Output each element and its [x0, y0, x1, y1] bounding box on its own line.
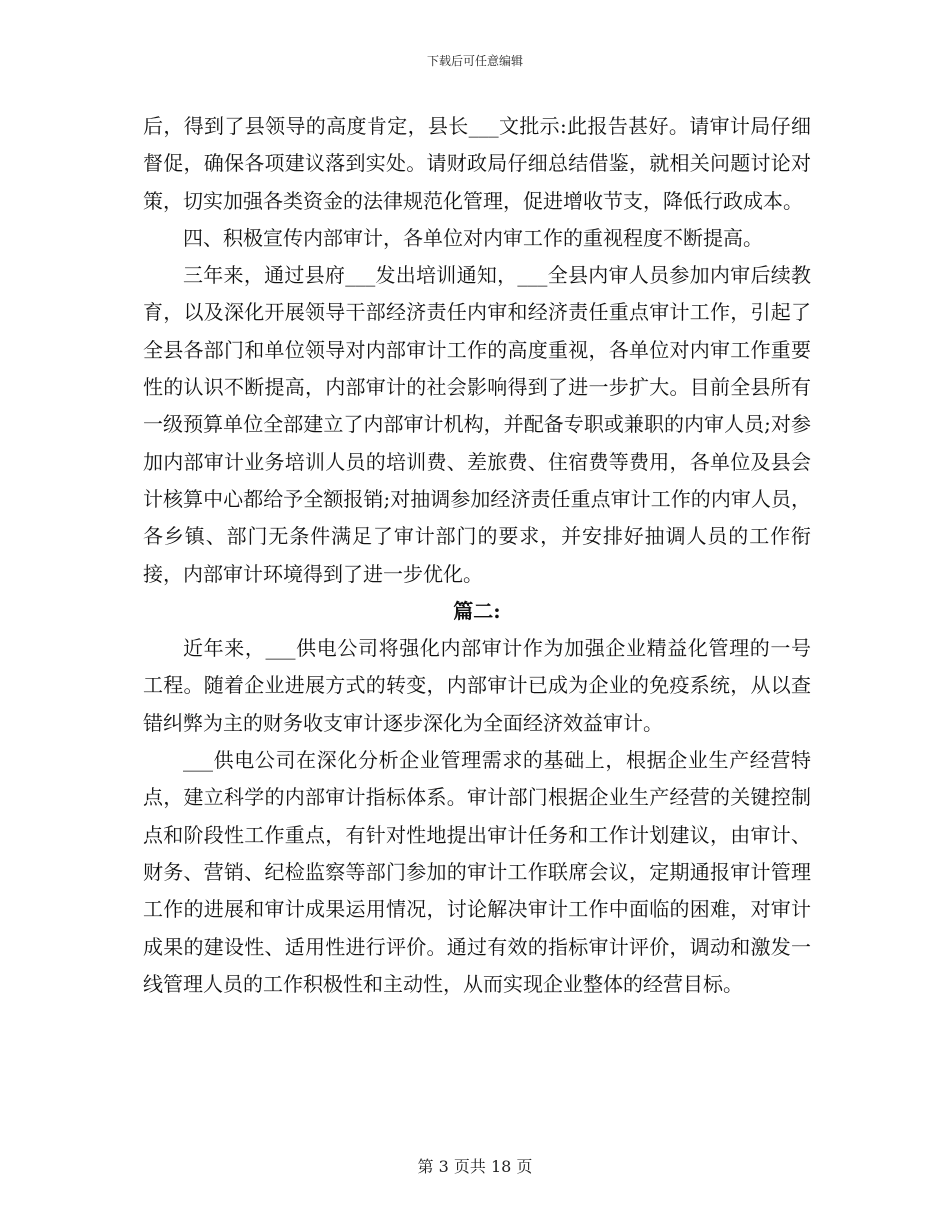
paragraph-recent-years: 近年来，___供电公司将强化内部审计作为加强企业精益化管理的一号工程。随着企业进展方式的转变，内部审计已成为企业的免疫系统，从以查错纠弊为主的财务收支审计逐步深化为全面经济效益审计。: [143, 636, 811, 735]
section-title: 篇二:: [453, 598, 501, 623]
paragraph-continuation: 后，得到了县领导的高度肯定，县长___文批示:此报告甚好。请审计局仔细督促，确保各项建议落到实处。请财政局仔细总结借鉴，就相关问题讨论对策，切实加强各类资金的法律规范化管理，促进增收节支，降低行政成本。: [143, 114, 811, 213]
page-footer: 第 3 页共 18 页: [417, 1157, 533, 1176]
paragraph-section-four-heading: 四、积极宣传内部审计，各单位对内审工作的重视程度不断提高。: [183, 225, 763, 250]
paragraph-three-years: 三年来，通过县府___发出培训通知，___全县内审人员参加内审后续教育，以及深化开展领导干部经济责任内审和经济责任重点审计工作，引起了全县各部门和单位领导对内部审计工作的高度重视，各单位对内审工作重要性的认识不断提高，内部审计的社会影响得到了进一步扩大。目前全县所有一级预算单位全部建立了内部审计机构，并配备专职或兼职的内审人员;对参加内部审计业务培训人员的培训费、差旅费、住宿费等费用，各单位及县会计核算中心都给予全额报销;对抽调参加经济责任重点审计工作的内审人员，各乡镇、部门无条件满足了审计部门的要求，并安排好抽调人员的工作衔接，内部审计环境得到了进一步优化。: [143, 263, 811, 586]
paragraph-indicator-system: ___供电公司在深化分析企业管理需求的基础上，根据企业生产经营特点，建立科学的内部审计指标体系。审计部门根据企业生产经营的关键控制点和阶段性工作重点，有针对性地提出审计任务和工作计划建议，由审计、财务、营销、纪检监察等部门参加的审计工作联席会议，定期通报审计管理工作的进展和审计成果运用情况，讨论解决审计工作中面临的困难，对审计成果的建设性、适用性进行评价。通过有效的指标审计评价，调动和激发一线管理人员的工作积极性和主动性，从而实现企业整体的经营目标。: [143, 748, 811, 996]
document-body: [143, 108, 811, 1003]
page-header: 下载后可任意编辑: [426, 54, 523, 68]
